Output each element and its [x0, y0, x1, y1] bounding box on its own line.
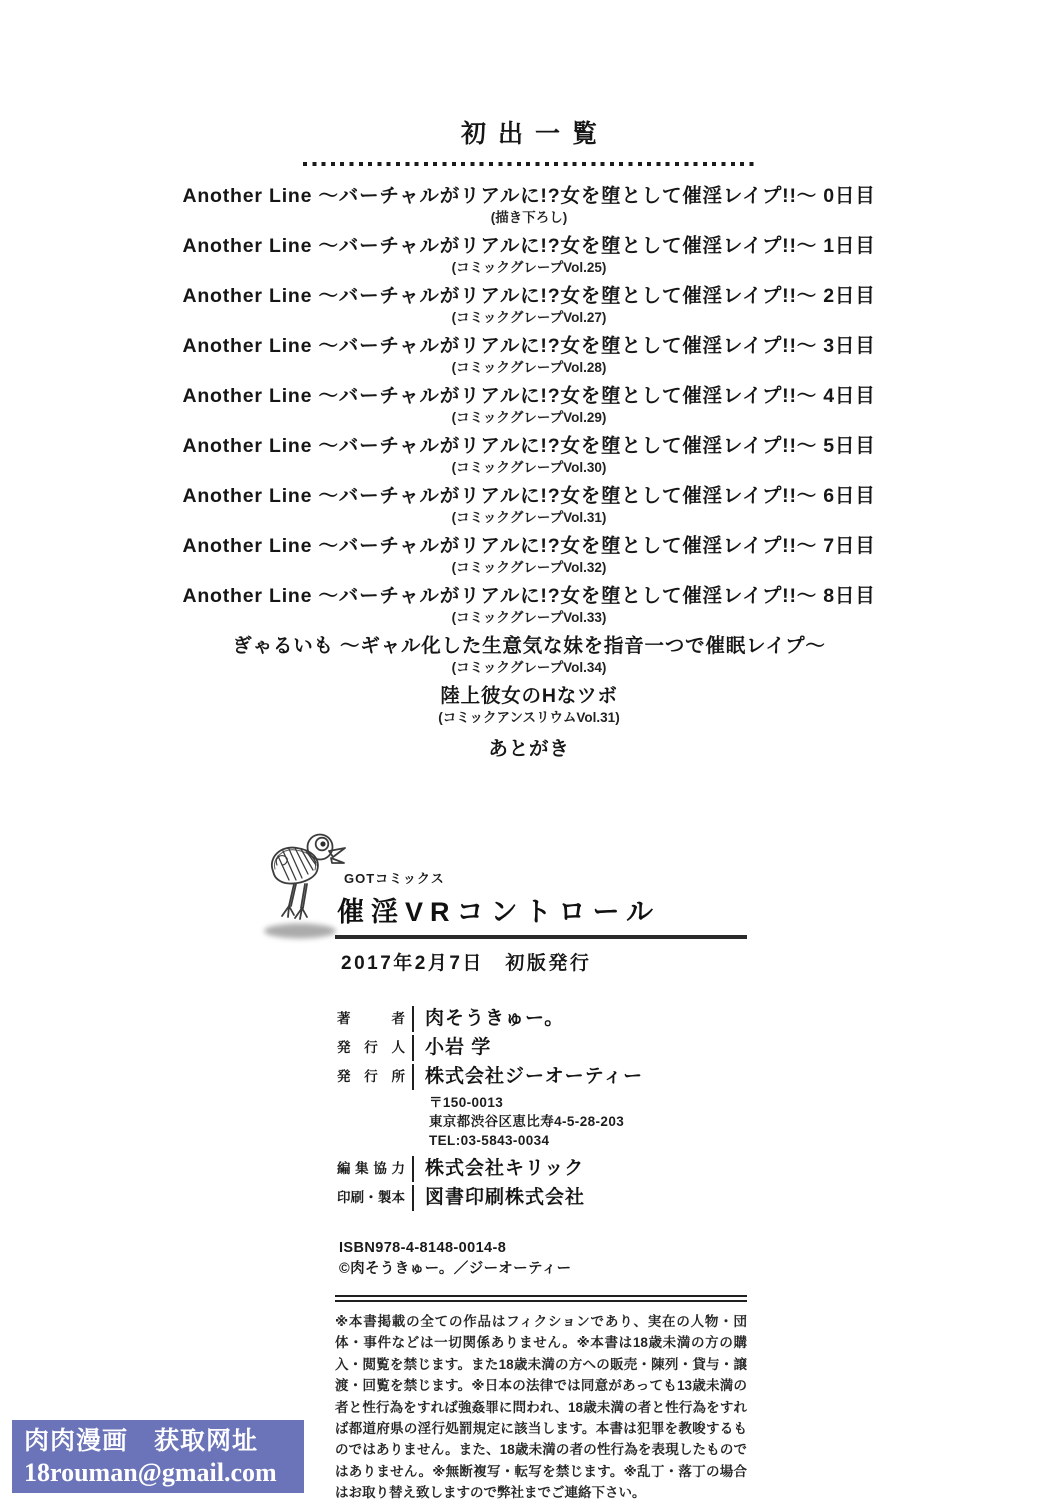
credit-value: 肉そうきゅー。: [412, 1006, 564, 1032]
list-item: [0, 183, 1058, 226]
credit-row-publisher-company: [335, 1064, 747, 1090]
chapter-source: (コミックグレープVol.33): [451, 610, 607, 625]
chapter-source: (コミックアンスリウムVol.31): [438, 710, 620, 725]
double-rule: [335, 1295, 747, 1302]
chapter-title: 陸上彼女のHなツボ: [440, 685, 618, 707]
chapter-source: (コミックグレープVol.34): [451, 660, 607, 675]
credit-value: 株式会社ジーオーティー: [412, 1064, 643, 1090]
chapter-title: Another Line ～バーチャルがリアルに!?女を堕として催淫レイプ!!～ 1日目: [182, 235, 876, 257]
list-item: [0, 333, 1058, 376]
copyright-line: ©肉そうきゅー。／ジーオーティー: [339, 1261, 572, 1277]
watermark-email: 18rouman@gmail.com: [24, 1458, 277, 1487]
chapter-source: (コミックグレープVol.31): [451, 510, 607, 525]
list-item: [0, 583, 1058, 626]
imprint-label: GOTコミックス: [344, 871, 445, 886]
credit-value: 株式会社キリック: [412, 1156, 584, 1182]
chapter-source: (コミックグレープVol.25): [451, 260, 607, 275]
chapter-title: Another Line ～バーチャルがリアルに!?女を堕として催淫レイプ!!～ 2日目: [182, 285, 876, 307]
chapter-title: Another Line ～バーチャルがリアルに!?女を堕として催淫レイプ!!～ 6日目: [182, 485, 876, 507]
credit-label: 発行人: [337, 1040, 405, 1055]
list-item: [0, 736, 1058, 762]
postal-code: 〒150-0013: [429, 1095, 504, 1110]
publisher-address: [429, 1093, 747, 1150]
credit-row-publisher-person: [335, 1035, 747, 1061]
chapter-title: Another Line ～バーチャルがリアルに!?女を堕として催淫レイプ!!～ 8日目: [182, 585, 876, 607]
page-title: 初出一覧: [460, 120, 609, 148]
chapter-source: (コミックグレープVol.29): [451, 410, 607, 425]
credit-value: 図書印刷株式会社: [412, 1185, 585, 1211]
chapter-title: Another Line ～バーチャルがリアルに!?女を堕として催淫レイプ!!～ 4日目: [182, 385, 876, 407]
colophon-section: [335, 868, 747, 1504]
watermark-banner: [12, 1420, 304, 1493]
credit-label: 発行所: [337, 1069, 405, 1084]
chapter-title: Another Line ～バーチャルがリアルに!?女を堕として催淫レイプ!!～ 7日目: [182, 535, 876, 557]
book-title: 催淫VRコントロール: [337, 897, 660, 927]
chapter-title: Another Line ～バーチャルがリアルに!?女を堕として催淫レイプ!!～ 3日目: [182, 335, 876, 357]
chapter-title: あとがき: [488, 738, 570, 760]
credit-label: 編集協力: [337, 1161, 405, 1176]
list-item: [0, 683, 1058, 726]
street-address: 東京都渋谷区恵比寿4-5-28-203: [429, 1114, 625, 1129]
edition-date: 2017年2月7日 初版発行: [341, 953, 592, 974]
list-item: [0, 633, 1058, 676]
isbn-block: [339, 1238, 747, 1280]
list-item: [0, 483, 1058, 526]
chapter-source: (コミックグレープVol.28): [451, 360, 607, 375]
chapter-source: (コミックグレープVol.27): [451, 310, 607, 325]
list-item: [0, 283, 1058, 326]
credit-row-printing: [335, 1185, 747, 1211]
chapter-title: ぎゃるいも ～ギャル化した生意気な妹を指音一つで催眠レイプ～: [232, 635, 826, 657]
credit-row-editing: [335, 1156, 747, 1182]
legal-disclaimer: ※本書掲載の全ての作品はフィクションであり、実在の人物・団体・事件などは一切関係ありません。※本書は18歳未満の方の購入・閲覧を禁じます。また18歳未満の方への販売・陳列・貸与・譲渡・回覧を禁じます。※日本の法律では同意があっても13歳未満の者と性行為をすれば強姦罪に問われ、18歳未満の者と性行為をすれば都道府県の淫行処罰規定に該当します。本書は犯罪を教唆するものではありません。また、18歳未満の者の性行為を表現したものではありません。※無断複写・転写を禁じます。※乱丁・落丁の場合はお取り替え致しますので弊社までご連絡下さい。: [335, 1314, 747, 1501]
chapter-source: (コミックグレープVol.30): [451, 460, 607, 475]
isbn-number: ISBN978-4-8148-0014-8: [339, 1240, 507, 1256]
chapter-title: Another Line ～バーチャルがリアルに!?女を堕として催淫レイプ!!～ 0日目: [182, 185, 876, 207]
credit-value: 小岩 学: [412, 1035, 491, 1061]
credit-label: 印刷・製本: [337, 1190, 405, 1205]
list-item: [0, 533, 1058, 576]
credits-table: [335, 1006, 747, 1211]
chapter-source: (コミックグレープVol.32): [451, 560, 607, 575]
chapter-source: (描き下ろし): [490, 210, 568, 225]
dotted-divider: [303, 162, 755, 166]
credit-row-author: [335, 1006, 747, 1032]
list-item: [0, 433, 1058, 476]
chapter-title: Another Line ～バーチャルがリアルに!?女を堕として催淫レイプ!!～ 5日目: [182, 435, 876, 457]
phone-number: TEL:03-5843-0034: [429, 1133, 550, 1148]
first-publication-section: [0, 114, 1058, 769]
title-rule: [335, 935, 747, 939]
credit-label: 著者: [337, 1011, 405, 1026]
list-item: [0, 233, 1058, 276]
publication-list: [0, 183, 1058, 762]
list-item: [0, 383, 1058, 426]
watermark-site-name: 肉肉漫画 获取网址: [24, 1427, 259, 1455]
